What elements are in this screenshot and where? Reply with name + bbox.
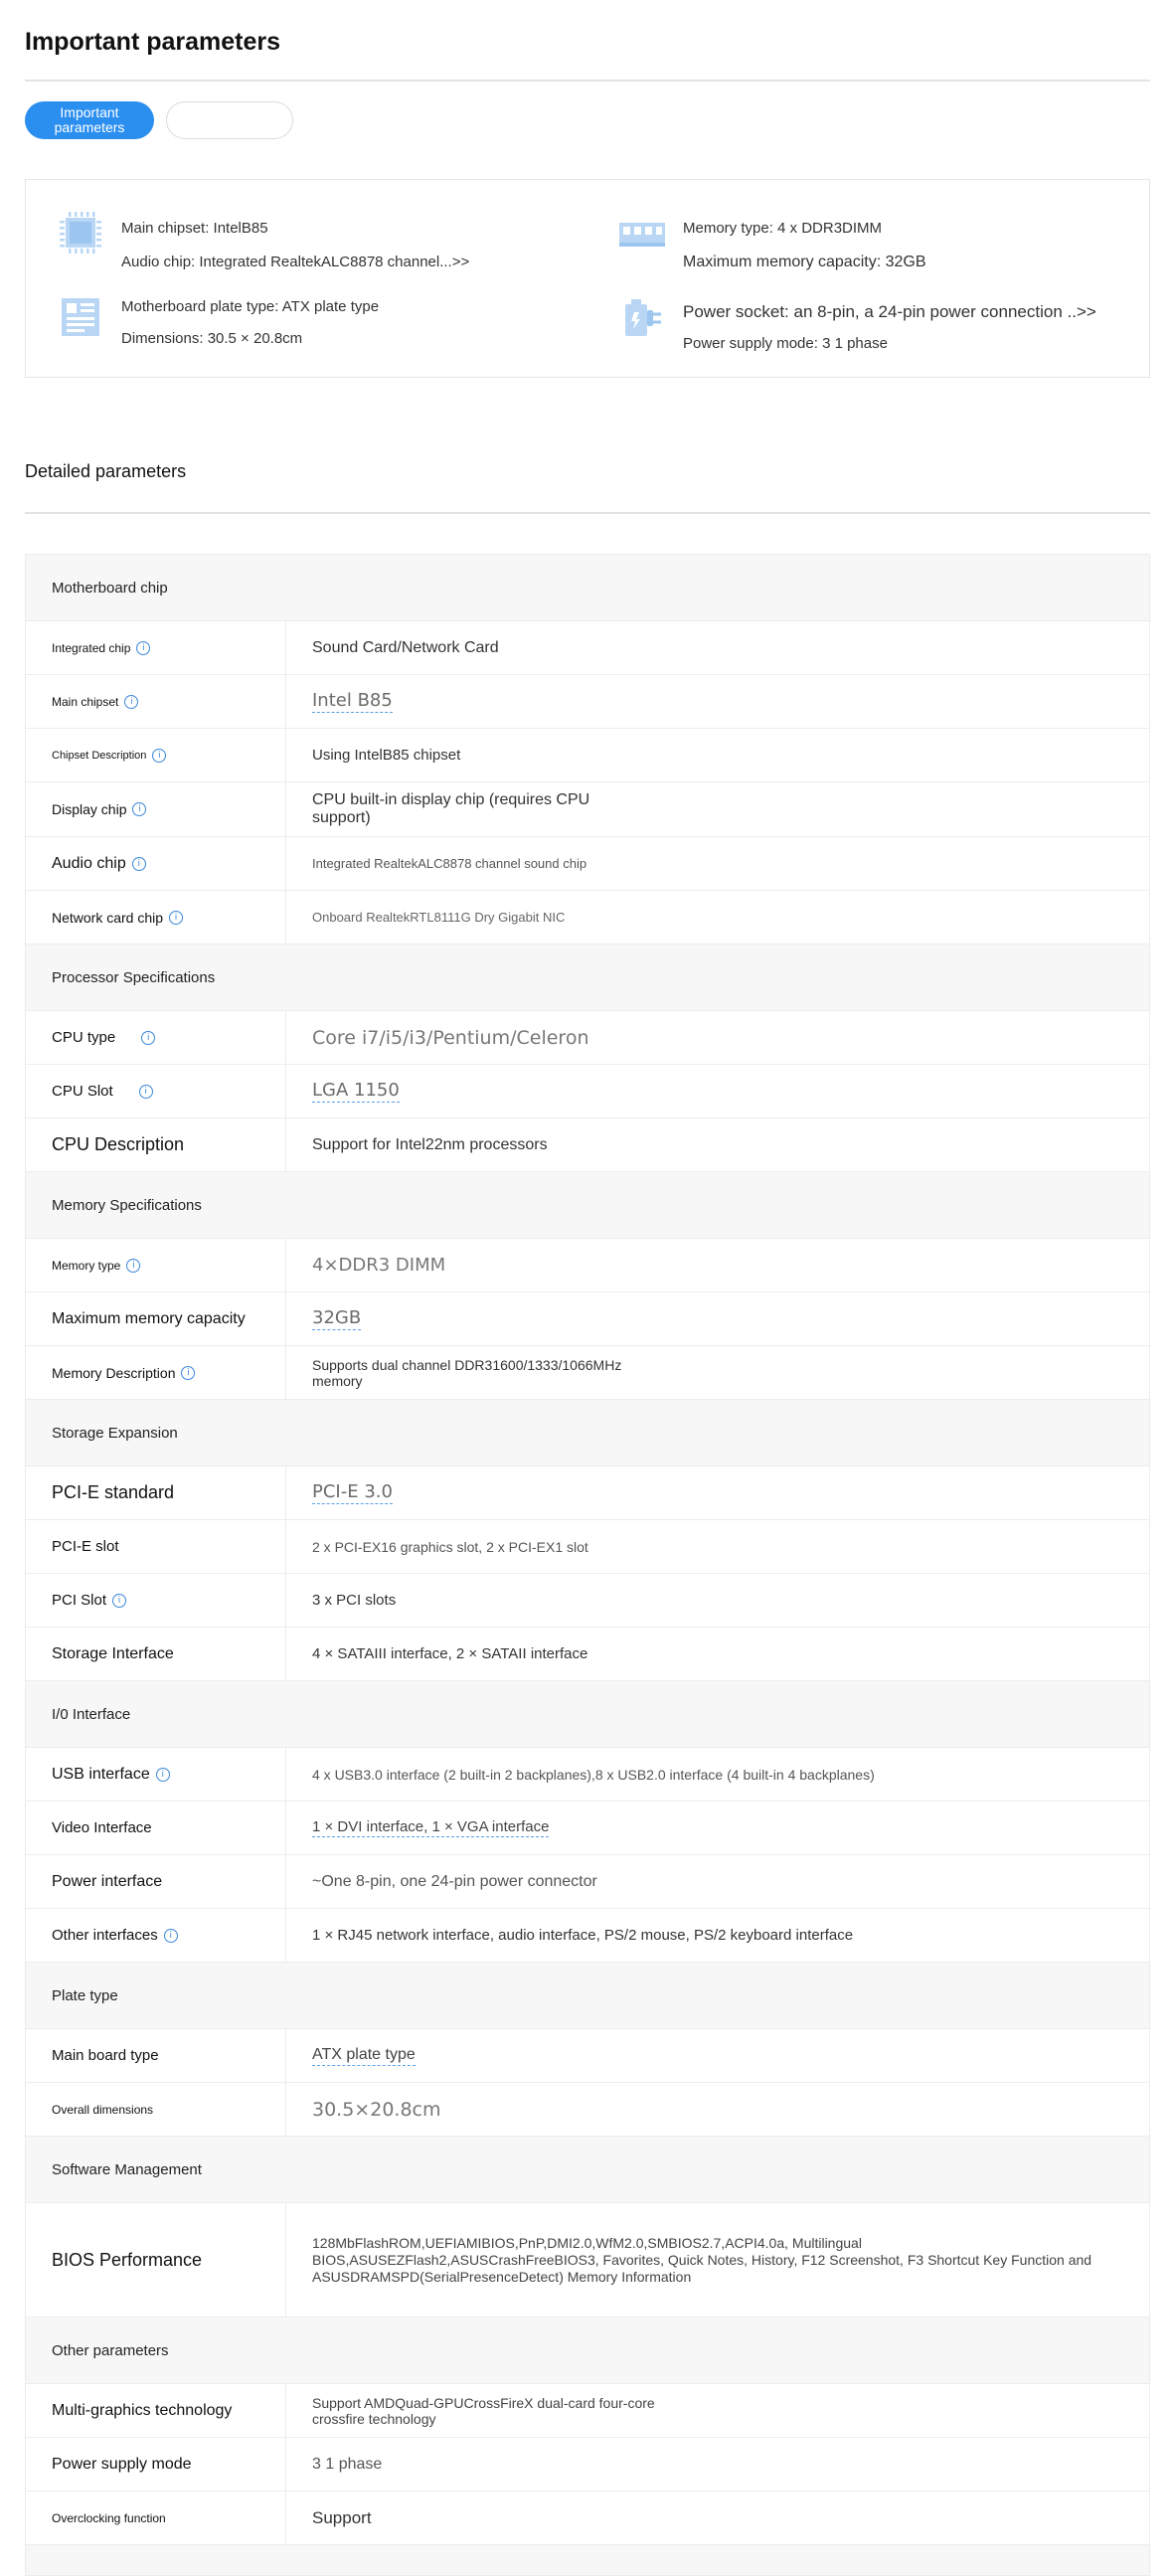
row-label: Main chipset i [26, 675, 286, 728]
section-header: Processor Specifications [26, 945, 1149, 1011]
power-icon [617, 292, 667, 342]
table-row [26, 1239, 1149, 1292]
row-value: 128MbFlashROM,UEFIAMIBIOS,PnP,DMI2.0,WfM2.0,SMBIOS2.7,ACPI4.0a, Multilingual BIOS,ASUSEZFlash2,ASUSCrashFreeBIOS3, Favorites, Quick Notes, History, F12 Screenshot, F3 Shortcut Key Function and ASUSDRAMSPD(SerialPresenceDetect) Memory Information [312, 2234, 1092, 2285]
board-icon [56, 292, 105, 342]
row-label: Memory type i [26, 1239, 286, 1291]
tab-secondary[interactable] [166, 101, 293, 139]
value-link[interactable]: 1 × DVI interface, 1 × VGA interface [312, 1818, 550, 1835]
row-label: Other interfaces i [26, 1909, 286, 1962]
table-row [26, 2029, 1149, 2083]
row-value: 2 x PCI-EX16 graphics slot, 2 x PCI-EX1 slot [312, 1538, 588, 1555]
row-label: CPU Slot i [26, 1065, 286, 1117]
section-header: Plate type [26, 1963, 1149, 2029]
row-label: Storage Interface [26, 1628, 286, 1680]
detailed-parameters-title: Detailed parameters [25, 461, 187, 481]
row-label: Memory Description i [26, 1346, 286, 1399]
table-row [26, 1118, 1149, 1172]
memory-icon [617, 208, 667, 258]
info-icon[interactable]: i [181, 1366, 195, 1380]
table-row [26, 891, 1149, 945]
summary-max-memory: Maximum memory capacity: 32GB [683, 254, 926, 270]
summary-board-type: Motherboard plate type: ATX plate type [121, 298, 380, 315]
row-label: Power supply mode [26, 2438, 286, 2490]
section-header: I/0 Interface [26, 1681, 1149, 1748]
table-row [26, 675, 1149, 729]
row-label: CPU type i [26, 1011, 286, 1064]
value-link[interactable]: ATX plate type [312, 2046, 416, 2066]
table-row [26, 1628, 1149, 1681]
chip-icon [56, 208, 105, 258]
info-icon[interactable]: i [156, 1768, 170, 1782]
table-row [26, 1520, 1149, 1574]
value-link[interactable]: Intel B85 [312, 690, 393, 711]
table-row [26, 1466, 1149, 1520]
table-row [26, 837, 1149, 891]
row-value: 4×DDR3 DIMM [312, 1255, 446, 1276]
row-label: Maximum memory capacity [26, 1292, 286, 1345]
section-header: Other parameters [26, 2318, 1149, 2384]
row-label: Main board type [26, 2029, 286, 2082]
info-icon[interactable]: i [169, 911, 183, 925]
row-value [286, 2029, 1149, 2082]
detail-divider [25, 512, 1150, 514]
table-row [26, 729, 1149, 782]
section-header: Software Management [26, 2137, 1149, 2203]
table-row [26, 782, 1149, 837]
value-link[interactable]: LGA 1150 [312, 1080, 400, 1101]
info-icon[interactable]: i [136, 641, 150, 655]
table-row [26, 1011, 1149, 1065]
row-value: Support [312, 2507, 372, 2527]
value-link[interactable]: PCI-E 3.0 [312, 1481, 393, 1502]
row-value: 3 1 phase [312, 2455, 383, 2473]
row-value: Core i7/i5/i3/Pentium/Celeron [312, 1026, 589, 1049]
info-icon[interactable]: i [139, 1085, 153, 1099]
info-icon[interactable]: i [132, 857, 146, 871]
row-value: Using IntelB85 chipset [312, 747, 461, 764]
row-value: 3 x PCI slots [312, 1592, 397, 1609]
summary-power-socket-link[interactable]: Power socket: an 8-pin, a 24-pin power connection ..>> [683, 302, 1096, 321]
tab-important-parameters[interactable] [25, 101, 154, 139]
table-row [26, 1748, 1149, 1802]
row-label: Video Interface [26, 1802, 286, 1854]
row-label: USB interface i [26, 1748, 286, 1801]
row-label: PCI Slot i [26, 1574, 286, 1627]
row-label: Audio chip i [26, 837, 286, 890]
table-row [26, 2438, 1149, 2491]
row-value [286, 1292, 1149, 1345]
row-label: Multi-graphics technology [26, 2384, 286, 2437]
section-header: Memory Specifications [26, 1172, 1149, 1239]
row-value: 30.5×20.8cm [312, 2098, 441, 2121]
row-value: Integrated RealtekALC8878 channel sound chip [312, 856, 587, 871]
summary-power-supply-mode: Power supply mode: 3 1 phase [683, 335, 888, 352]
summary-memory-type: Memory type: 4 x DDR3DIMM [683, 220, 883, 237]
row-label: Power interface [26, 1855, 286, 1908]
page-title: Important parameters [25, 28, 281, 56]
row-label: Display chip i [26, 782, 286, 836]
table-row [26, 1065, 1149, 1118]
important-summary-box [25, 179, 1150, 378]
table-row [26, 1855, 1149, 1909]
info-icon[interactable]: i [124, 695, 138, 709]
row-value: Support for Intel22nm processors [312, 1135, 548, 1153]
info-icon[interactable]: i [112, 1594, 126, 1608]
row-label: CPU Description [26, 1118, 286, 1171]
table-row [26, 621, 1149, 675]
row-value: Support AMDQuad-GPUCrossFireX dual-card four-core crossfire technology [312, 2394, 655, 2427]
row-label: Chipset Description i [26, 729, 286, 781]
row-value: 1 × RJ45 network interface, audio interface, PS/2 mouse, PS/2 keyboard interface [312, 1927, 854, 1944]
row-value: 4 x USB3.0 interface (2 built-in 2 backplanes),8 x USB2.0 interface (4 built-in 4 backplanes) [312, 1766, 875, 1783]
row-value [286, 1802, 1149, 1854]
row-label: Network card chip i [26, 891, 286, 944]
row-value [286, 1065, 1149, 1117]
tab-label: Important parameters [54, 104, 125, 135]
summary-main-chipset: Main chipset: IntelB85 [121, 220, 268, 237]
section-header: Storage Expansion [26, 1400, 1149, 1466]
table-row [26, 2384, 1149, 2438]
row-label: BIOS Performance [26, 2203, 286, 2317]
value-link[interactable]: 32GB [312, 1307, 362, 1328]
row-value: Supports dual channel DDR31600/1333/1066MHz memory [312, 1356, 622, 1389]
table-row [26, 1802, 1149, 1855]
row-value [286, 1466, 1149, 1519]
table-row [26, 2083, 1149, 2137]
row-label: Integrated chip i [26, 621, 286, 674]
section-header: Motherboard chip [26, 555, 1149, 621]
row-label: PCI-E standard [26, 1466, 286, 1519]
summary-audio-chip-link[interactable]: Audio chip: Integrated RealtekALC8878 channel...>> [121, 254, 470, 270]
info-icon[interactable]: i [164, 1929, 178, 1943]
row-value [286, 675, 1149, 728]
row-value: CPU built-in display chip (requires CPU support) [312, 791, 590, 826]
row-value: 4 × SATAIII interface, 2 × SATAII interface [312, 1645, 588, 1662]
row-label: PCI-E slot [26, 1520, 286, 1573]
info-icon[interactable]: i [141, 1031, 155, 1045]
table-row [26, 2491, 1149, 2545]
info-icon[interactable]: i [152, 749, 166, 763]
summary-dimensions: Dimensions: 30.5 × 20.8cm [121, 330, 303, 347]
table-row [26, 1346, 1149, 1400]
row-value: Onboard RealtekRTL8111G Dry Gigabit NIC [312, 910, 566, 925]
table-row [26, 1909, 1149, 1963]
table-row [26, 1574, 1149, 1628]
table-footer [26, 2545, 1149, 2575]
row-label: Overall dimensions [26, 2083, 286, 2136]
table-row [26, 1292, 1149, 1346]
row-value: ~One 8-pin, one 24-pin power connector [312, 1872, 597, 1890]
parameters-table [25, 554, 1150, 2576]
title-divider [25, 80, 1150, 82]
row-value: Sound Card/Network Card [312, 638, 499, 656]
row-label: Overclocking function [26, 2491, 286, 2544]
info-icon[interactable]: i [126, 1259, 140, 1273]
table-row [26, 2203, 1149, 2318]
info-icon[interactable]: i [132, 802, 146, 816]
